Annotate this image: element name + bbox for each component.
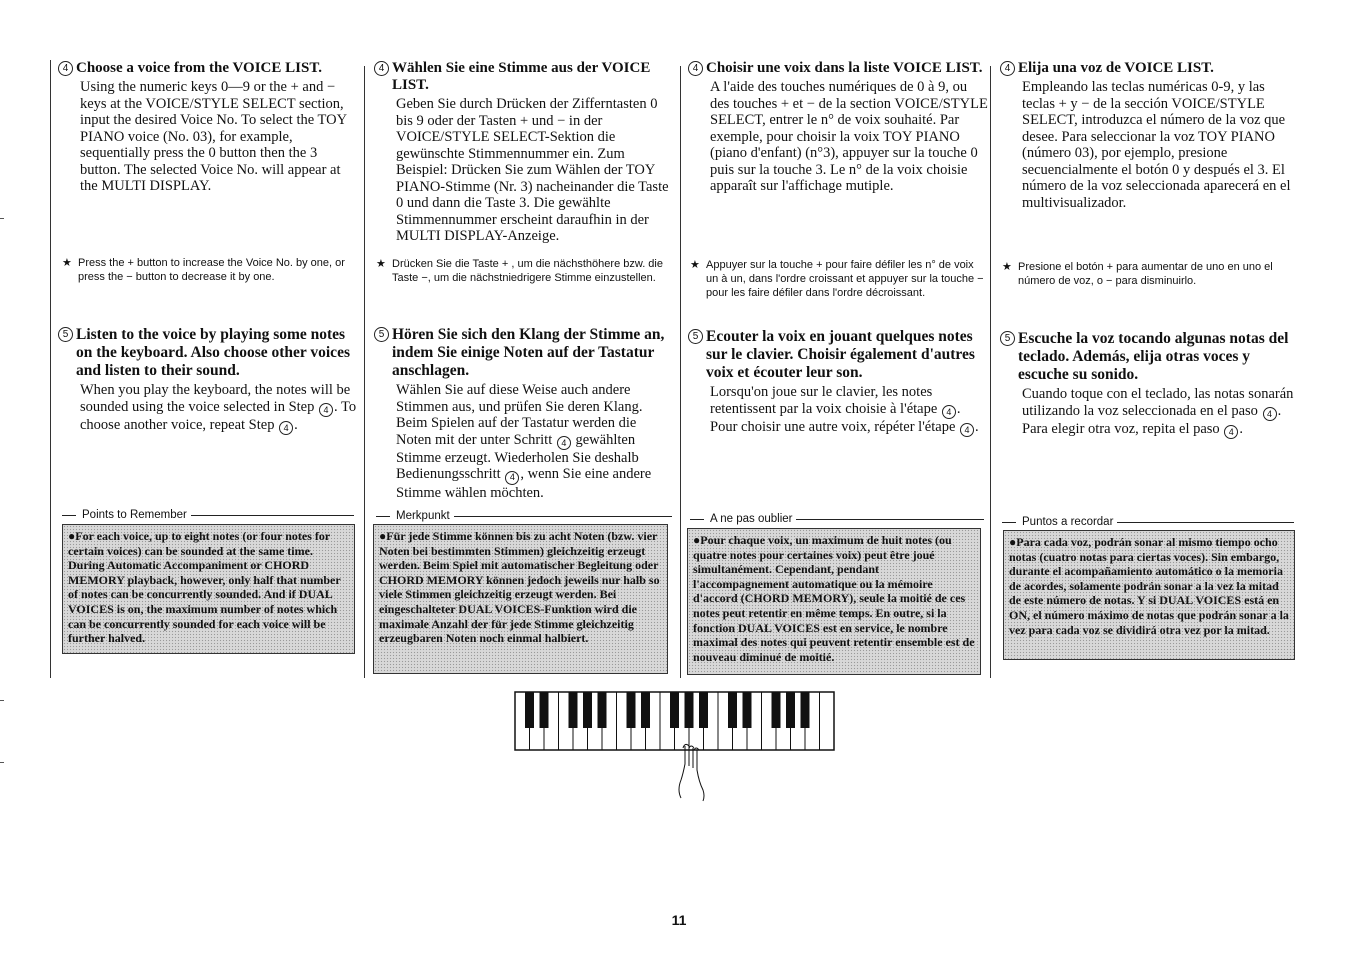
step4-heading	[58, 60, 358, 77]
body-part: Lorsqu'on joue sur le clavier, les notes retentissent par la voix choisie à l'étape	[710, 384, 938, 417]
step4-heading	[688, 60, 988, 77]
step-ref-circle: 4	[505, 471, 519, 485]
body-part: .	[1239, 420, 1243, 437]
rule	[690, 519, 704, 520]
step-ref-circle: 4	[1263, 407, 1277, 421]
black-key	[569, 692, 578, 728]
body-part: gewählten Stimme erzeugt. Wiederholen Sie deshalb Bedienungsschritt	[396, 431, 639, 483]
black-key	[627, 692, 636, 728]
step5-heading	[58, 326, 358, 380]
step5-title: Listen to the voice by playing some notes on the keyboard. Also choose other voices and listen to their sound.	[76, 326, 350, 379]
step4-heading	[1000, 60, 1296, 77]
body-part: Wählen Sie auf diese Weise auch andere Stimmen aus, und prüfen Sie deren Klang. Beim Spielen auf der Tastatur werden die Noten mit der unter Schritt	[396, 382, 643, 448]
black-key	[525, 692, 534, 728]
points-title: Merkpunkt	[396, 510, 450, 522]
column-divider	[990, 66, 991, 678]
black-key	[598, 692, 607, 728]
step5-heading	[688, 328, 988, 382]
column-divider	[680, 66, 681, 678]
column-spanish	[1000, 60, 1296, 211]
step-number-circle: 5	[58, 327, 73, 342]
step-number-circle: 4	[688, 61, 703, 76]
black-key	[728, 692, 737, 728]
step-ref-circle: 4	[942, 405, 956, 419]
points-title-spanish	[1002, 516, 1294, 528]
star-icon: ★	[1002, 261, 1012, 273]
points-box-german: ●Für jede Stimme können bis zu acht Noten (bzw. vier Noten bei bestimmten Stimmen) gleichzeitig erzeugt werden. Beim Spiel mit automatischer Begleitung oder CHORD MEMORY können jedoch jeweils nur halb so viele Stimmen gleichzeitig erzeugt werden. Bei eingeschalteter DUAL VOICES-Funktion wird die maximale Anzahl der für jede Stimme gleichzeitig erzeugbaren Noten noch einmal halbiert.	[373, 524, 668, 674]
step-number-circle: 4	[58, 61, 73, 76]
step4-heading	[374, 60, 674, 94]
column-french	[688, 60, 988, 195]
step4-body: Geben Sie durch Drücken der Zifferntasten 0 bis 9 oder der Tasten + und − in der VOICE/STYLE SELECT-Sektion die gewünschte Stimmennummer ein. Zum Beispiel: Drücken Sie zum Wählen der TOY PIANO-Stimme (Nr. 3) nacheinander die Taste 0 und dann die Taste 3. Die gewählte Stimmennummer erscheint daraufhin in der MULTI DISPLAY-Anzeige.	[396, 96, 669, 244]
step5-body	[1022, 386, 1296, 439]
body-part: When you play the keyboard, the notes will be sounded using the voice selected in Step	[80, 382, 351, 415]
body-part: . To choose another voice, repeat Step	[80, 398, 357, 433]
step5-english	[58, 326, 358, 435]
black-key	[641, 692, 650, 728]
black-key	[786, 692, 795, 728]
column-divider	[364, 66, 365, 678]
hand-outline	[679, 746, 704, 801]
keyboard-keys	[515, 692, 834, 750]
page-number: 11	[671, 912, 687, 928]
body-part: .	[294, 416, 298, 433]
step-number-circle: 4	[374, 61, 389, 76]
step5-body	[710, 384, 988, 437]
black-key	[670, 692, 679, 728]
black-key	[801, 692, 810, 728]
body-part: . Para elegir otra voz, repita el paso	[1022, 402, 1282, 437]
step4-title: Wählen Sie eine Stimme aus der VOICE LIST.	[392, 60, 651, 93]
step4-title: Elija una voz de VOICE LIST.	[1018, 60, 1214, 76]
star-icon: ★	[62, 257, 72, 269]
rule	[62, 515, 76, 516]
step-number-circle: 5	[688, 329, 703, 344]
step-ref-circle: 4	[279, 421, 293, 435]
note-text: Press the + button to increase the Voice No. by one, or press the − button to decrease it by one.	[78, 257, 345, 283]
step4-title: Choose a voice from the VOICE LIST.	[76, 60, 322, 76]
rule	[376, 516, 390, 517]
black-key	[583, 692, 592, 728]
step5-title: Ecouter la voix en jouant quelques notes sur le clavier. Choisir également d'autres voix et écouter leur son.	[706, 328, 975, 381]
step-number-circle: 4	[1000, 61, 1015, 76]
column-german	[374, 60, 674, 245]
body-part: .	[975, 418, 979, 435]
rule	[796, 519, 984, 520]
rule	[454, 516, 672, 517]
step-number-circle: 5	[1000, 331, 1015, 346]
points-title-english	[62, 509, 354, 521]
note-english	[62, 256, 348, 284]
body-part: . Pour choisir une autre voix, répéter l'étape	[710, 400, 961, 435]
step4-body: A l'aide des touches numériques de 0 à 9, ou des touches + et − de la section VOICE/STYLE SELECT, entrer le n° de voix souhaité. Par exemple, pour choisir la voix TOY PIANO (piano d'enfant) (n°3), appuyer sur la touche 0 puis sur la touche 3. Le n° de la voix choisie apparaît sur l'affichage mutiple.	[710, 79, 988, 194]
step5-body	[396, 382, 674, 501]
step-ref-circle: 4	[557, 436, 571, 450]
black-key	[772, 692, 781, 728]
body-part: , wenn Sie eine andere Stimme wählen möchten.	[396, 466, 652, 501]
points-title: Puntos a recordar	[1022, 516, 1114, 528]
points-box-spanish: ●Para cada voz, podrán sonar al mismo tiempo ocho notas (cuatro notas para ciertas voces). Sin embargo, durante el acompañamiento automático o la memoria de acordes, solamente podrán sonar a la vez la mitad de este número de notas. Y si DUAL VOICES está en ON, el número máximo de notas que podrán sonar a la vez para cada voz se dividirá otra vez por la mitad.	[1003, 530, 1295, 660]
step5-heading	[374, 326, 674, 380]
step5-title: Escuche la voz tocando algunas notas del teclado. Además, elija otras voces y escuche su sonido.	[1018, 330, 1289, 383]
note-spanish	[1002, 260, 1292, 288]
body-part: Cuando toque con el teclado, las notas sonarán utilizando la voz seleccionada en el paso	[1022, 386, 1294, 419]
step5-spanish	[1000, 330, 1296, 439]
step-ref-circle: 4	[960, 423, 974, 437]
note-german	[376, 257, 670, 285]
note-french	[690, 258, 986, 300]
step5-french	[688, 328, 988, 437]
points-box-english: ●For each voice, up to eight notes (or four notes for certain voices) can be sounded at the same time. During Automatic Accompaniment or CHORD MEMORY playback, however, only half that number of notes can be concurrently sounded. And if DUAL VOICES is on, the maximum number of notes which can be concurrently sounded for each voice will be further halved.	[62, 524, 355, 654]
points-title: Points to Remember	[82, 509, 187, 521]
step-number-circle: 5	[374, 327, 389, 342]
step4-body: Using the numeric keys 0—9 or the + and − keys at the VOICE/STYLE SELECT section, input the desired Voice No. To select the TOY PIANO voice (No. 03), for example, sequentially press the 0 button then the 3 button. The selected Voice No. will appear at the MULTI DISPLAY.	[80, 79, 347, 194]
step5-title: Hören Sie sich den Klang der Stimme an, indem Sie einige Noten auf der Tastatur anschlagen.	[392, 326, 665, 379]
points-box-french: ●Pour chaque voix, un maximum de huit notes (ou quatre notes pour certaines voix) peut être joué simultanément. Cependant, pendant l'accompagnement automatique ou la mémoire d'accord (CHORD MEMORY), seule la moitié de ces notes peut retentir en même temps. En outre, si la fonction DUAL VOICES est en service, le nombre maximal des notes qui peuvent retentir ensemble est de nouveau diminué de moitié.	[687, 528, 981, 675]
edge-mark	[0, 700, 4, 701]
rule	[1117, 522, 1294, 523]
step-ref-circle: 4	[319, 403, 333, 417]
step4-title: Choisir une voix dans la liste VOICE LIST.	[706, 60, 983, 76]
step5-german	[374, 326, 674, 501]
black-key	[743, 692, 752, 728]
step5-body	[80, 382, 358, 435]
points-title-german	[376, 510, 672, 522]
step5-heading	[1000, 330, 1296, 384]
note-text: Drücken Sie die Taste + , um die nächsthöhere bzw. die Taste −, um die nächstniedrigere Stimme einzustellen.	[392, 258, 663, 284]
step4-body: Empleando las teclas numéricas 0-9, y las teclas + y − de la sección VOICE/STYLE SELECT, introduzca el número de la voz que desee. Para seleccionar la voz TOY PIANO (número 03), por ejemplo, presione secuencialmente el botón 0 y después el 3. El número de la voz seleccionada aparecerá en el multivisualizador.	[1022, 79, 1291, 211]
star-icon: ★	[376, 258, 386, 270]
black-key	[699, 692, 708, 728]
points-title-french	[690, 513, 984, 525]
note-text: Presione el botón + para aumentar de uno en uno el número de voz, o − para disminuirlo.	[1018, 261, 1273, 287]
edge-mark	[0, 762, 4, 763]
black-key	[540, 692, 549, 728]
star-icon: ★	[690, 259, 700, 271]
column-english	[58, 60, 358, 195]
rule	[191, 515, 354, 516]
step-ref-circle: 4	[1224, 425, 1238, 439]
edge-mark	[0, 218, 4, 219]
note-text: Appuyer sur la touche + pour faire défiler les n° de voix un à un, dans l'ordre croissant et appuyer sur la touche − pour les faire défiler dans l'ordre décroissant.	[706, 259, 984, 299]
points-title: A ne pas oublier	[710, 513, 793, 525]
rule	[1002, 522, 1016, 523]
column-divider	[50, 60, 51, 678]
keyboard-hand-icon	[513, 690, 843, 802]
black-key	[685, 692, 694, 728]
